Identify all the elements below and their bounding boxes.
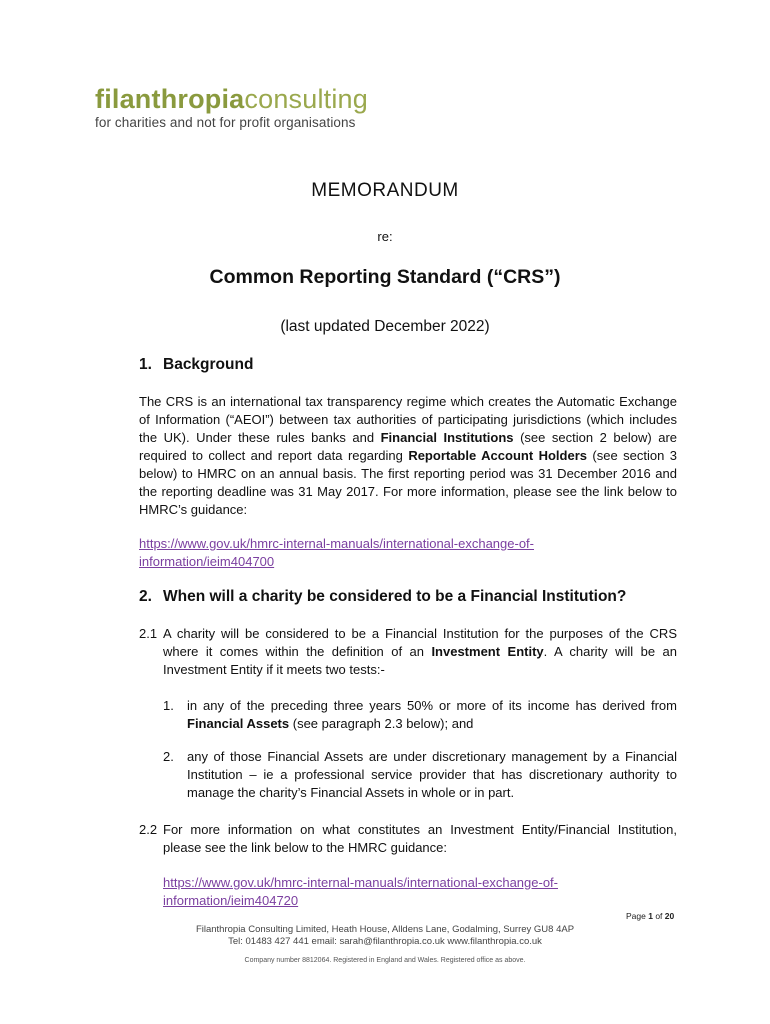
- hmrc-link-404700[interactable]: [139, 535, 677, 571]
- list-item-2: 2. any of those Financial Assets are under discretionary management by a Financial Institution – ie a professional service provider that has discretionary authority to manage the charity’s Financial Assets in whole or in part.: [163, 749, 677, 800]
- memo-title: MEMORANDUM: [311, 180, 459, 201]
- footer-contact: Tel: 01483 427 441 email: sarah@filanthropia.co.uk www.filanthropia.co.uk: [228, 936, 542, 947]
- link-line-1[interactable]: https://www.gov.uk/hmrc-internal-manuals/international-exchange-of-: [139, 536, 534, 551]
- section-2-heading: 2. When will a charity be considered to be a Financial Institution?: [139, 588, 627, 605]
- footer-company-info: Company number 8812064. Registered in England and Wales. Registered office as above.: [244, 957, 526, 964]
- paragraph-2-1: 2.1 A charity will be considered to be a Financial Institution for the purposes of the CRS where it comes within the definition of an Investment Entity. A charity will be an Investment Entity if it meets two tests:-: [139, 626, 677, 677]
- logo-tagline: for charities and not for profit organisations: [95, 115, 356, 130]
- hmrc-link-404720[interactable]: [163, 874, 677, 910]
- link-line-2[interactable]: information/ieim404700: [139, 554, 275, 569]
- section-1-paragraph: The CRS is an international tax transparency regime which creates the Automatic Exchange of Information (“AEOI”) between tax authorities of participating jurisdictions (which includes the UK). Under these rules banks and Financial Institutions (see section 2 below) are required to collect and report data regarding Reportable Account Holders (see section 3 below) to HMRC on an annual basis. The first reporting period was 31 December 2016 and the reporting deadline was 31 May 2017. For more information, please see the link below to HMRC’s guidance:: [139, 394, 678, 517]
- page-number: Page 1 of 20: [626, 911, 675, 921]
- link-line-2[interactable]: information/ieim404720: [163, 893, 299, 908]
- list-item-1: 1. in any of the preceding three years 50% or more of its income has derived from Financial Assets (see paragraph 2.3 below); and: [163, 698, 677, 731]
- company-logo: [95, 84, 368, 130]
- memo-heading: Common Reporting Standard (“CRS”): [209, 266, 561, 288]
- footer-address: Filanthropia Consulting Limited, Heath House, Alldens Lane, Godalming, Surrey GU8 4AP: [195, 924, 575, 935]
- link-line-1[interactable]: https://www.gov.uk/hmrc-internal-manuals/international-exchange-of-: [163, 875, 558, 890]
- memo-re: re:: [377, 229, 393, 244]
- logo-wordmark: filanthropiaconsulting: [95, 84, 368, 114]
- memo-updated-date: (last updated December 2022): [280, 318, 490, 335]
- section-1-heading: 1. Background: [139, 356, 254, 373]
- paragraph-2-2: 2.2 For more information on what constitutes an Investment Entity/Financial Institution, please see the link below to the HMRC guidance:: [139, 822, 677, 855]
